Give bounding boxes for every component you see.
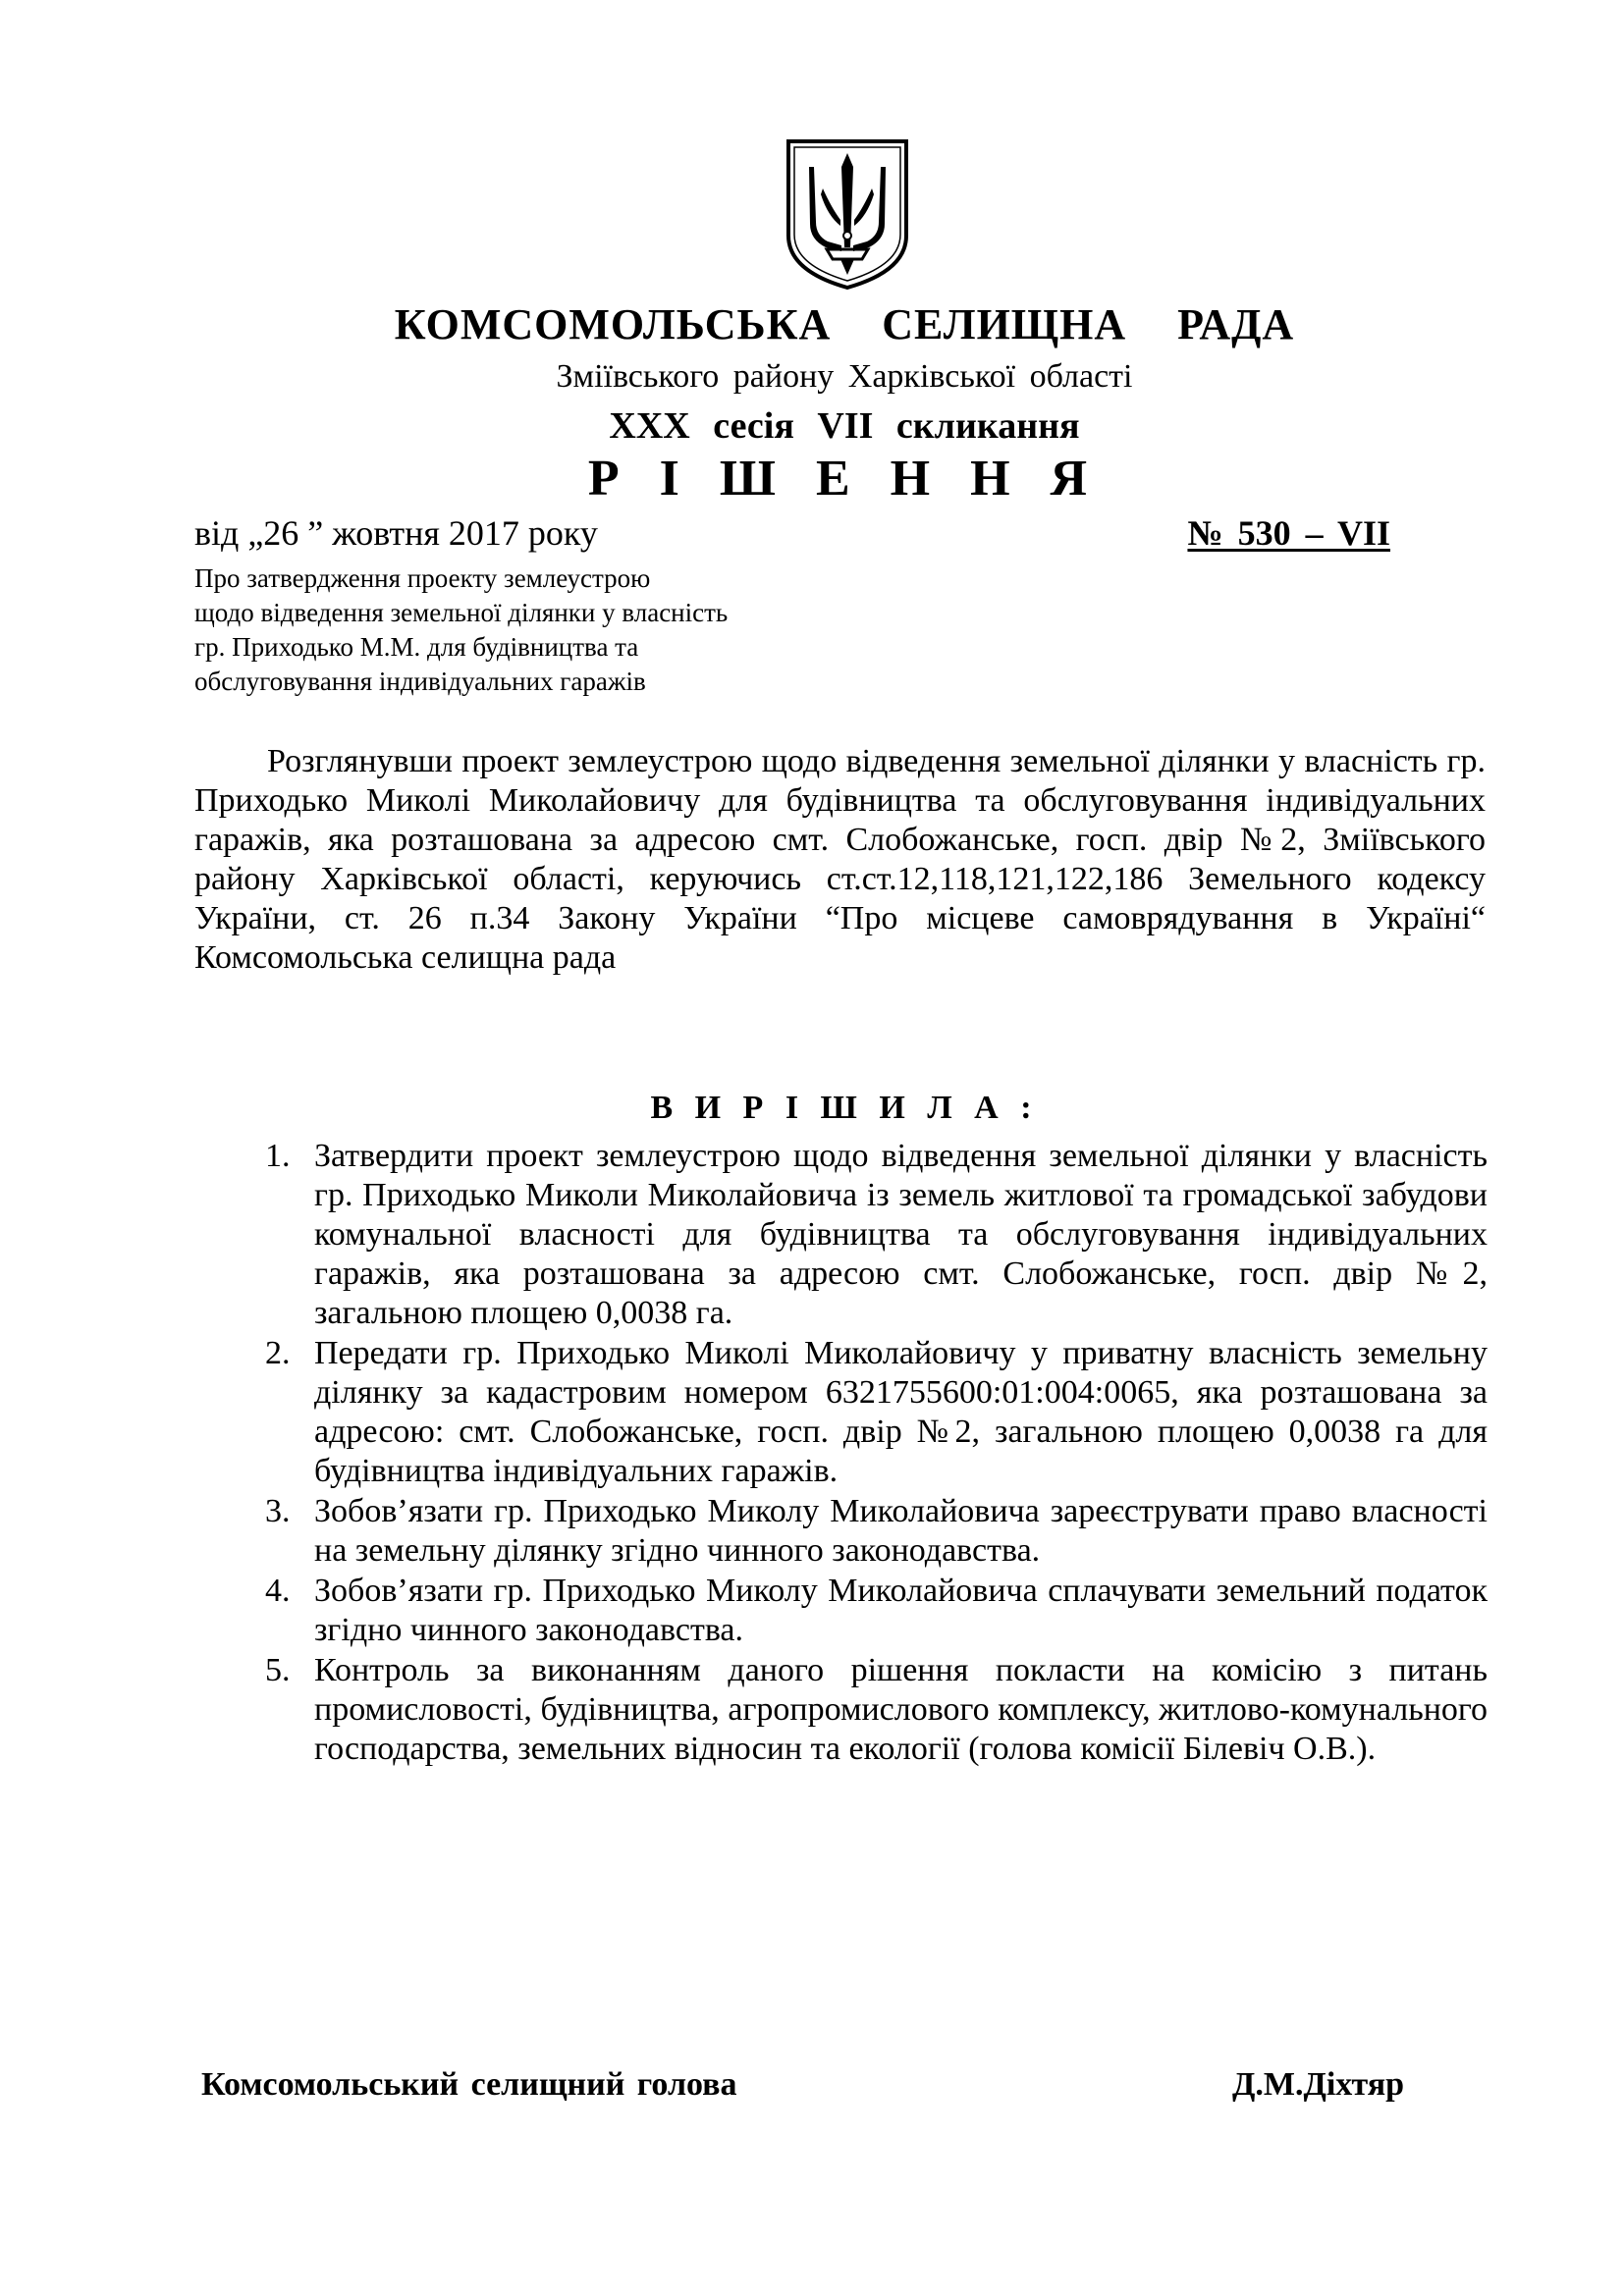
resolution-text: Затвердити проект землеустрою щодо відведення земельної ділянки у власність гр. Приходько Миколи Миколайовича із земель житлової та громадської забудови комунальної власності для будівництва та обслуговування індивідуальних гаражів, яка розташована за адресою смт. Слобожанське, госп. двір №2, загальною площею 0,0038 га. [314,1138,1488,1331]
document-title: Р І Ш Е Н Н Я [587,451,1102,507]
subject-line: щодо відведення земельної ділянки у власність [194,598,729,627]
resolution-item [265,1572,1488,1650]
subject-line: обслуговування індивідуальних гаражів [194,667,646,696]
decision-date: від „26 ” жовтня 2017 року [194,513,598,553]
decision-subject [194,561,901,699]
resolution-number: 2. [265,1335,291,1371]
resolution-text: Зобов’язати гр. Приходько Миколу Миколайовича зареєструвати право власності на земельну ділянку згідно чинного законодавства. [314,1493,1488,1569]
resolution-item [265,1492,1488,1571]
decision-number: № 530 – VII [1187,513,1390,553]
preamble-paragraph: Розглянувши проект землеустрою щодо відведення земельної ділянки у власність гр. Приходько Миколі Миколайовичу для будівництва та обслуговування індивідуальних гаражів, яка розташована за адресою смт. Слобожанське, госп. двір №2, Зміївського району Харківської області, керуючись ст.ст.12,118,121,122,186 Земельного кодексу України, ст. 26 п.34 Закону України “Про місцеве самоврядування в Україні“ Комсомольська селищна рада [194,743,1486,976]
district-subtitle: Зміївського району Харківської області [556,358,1133,395]
resolution-item [265,1651,1488,1769]
resolution-text: Зобов’язати гр. Приходько Миколу Миколайовича сплачувати земельний податок згідно чинного законодавства. [314,1573,1488,1648]
council-name: КОМСОМОЛЬСЬКА СЕЛИЩНА РАДА [394,300,1295,348]
signatory-name: Д.М.Діхтяр [1231,2066,1404,2103]
resolution-text: Передати гр. Приходько Миколі Миколайовичу у приватну власність земельну ділянку за кадастровим номером 6321755600:01:004:0065, яка розташована за адресою: смт. Слобожанське, госп. двір №2, загальною площею 0,0038 га для будівництва індивідуальних гаражів. [314,1335,1488,1489]
resolution-text: Контроль за виконанням даного рішення покласти на комісію з питань промисловості, будівництва, агропромислового комплексу, житлово-комунального господарства, земельних відносин та екології (голова комісії Білевіч О.В.). [314,1652,1488,1767]
resolution-item [265,1334,1488,1491]
resolutions-list [265,1137,1488,1770]
decided-heading: В И Р І Ш И Л А : [650,1090,1039,1126]
resolution-item [265,1137,1488,1333]
trident-coat-of-arms-icon [784,137,911,292]
subject-line: гр. Приходько М.М. для будівництва та [194,632,639,662]
subject-line: Про затвердження проекту землеустрою [194,563,651,593]
resolution-number: 4. [265,1573,291,1609]
resolution-number: 3. [265,1493,291,1529]
signatory-title: Комсомольський селищний голова [201,2066,737,2103]
resolution-number: 1. [265,1138,291,1174]
resolution-number: 5. [265,1652,291,1688]
session-line: XXX сесія VII скликання [609,405,1080,447]
